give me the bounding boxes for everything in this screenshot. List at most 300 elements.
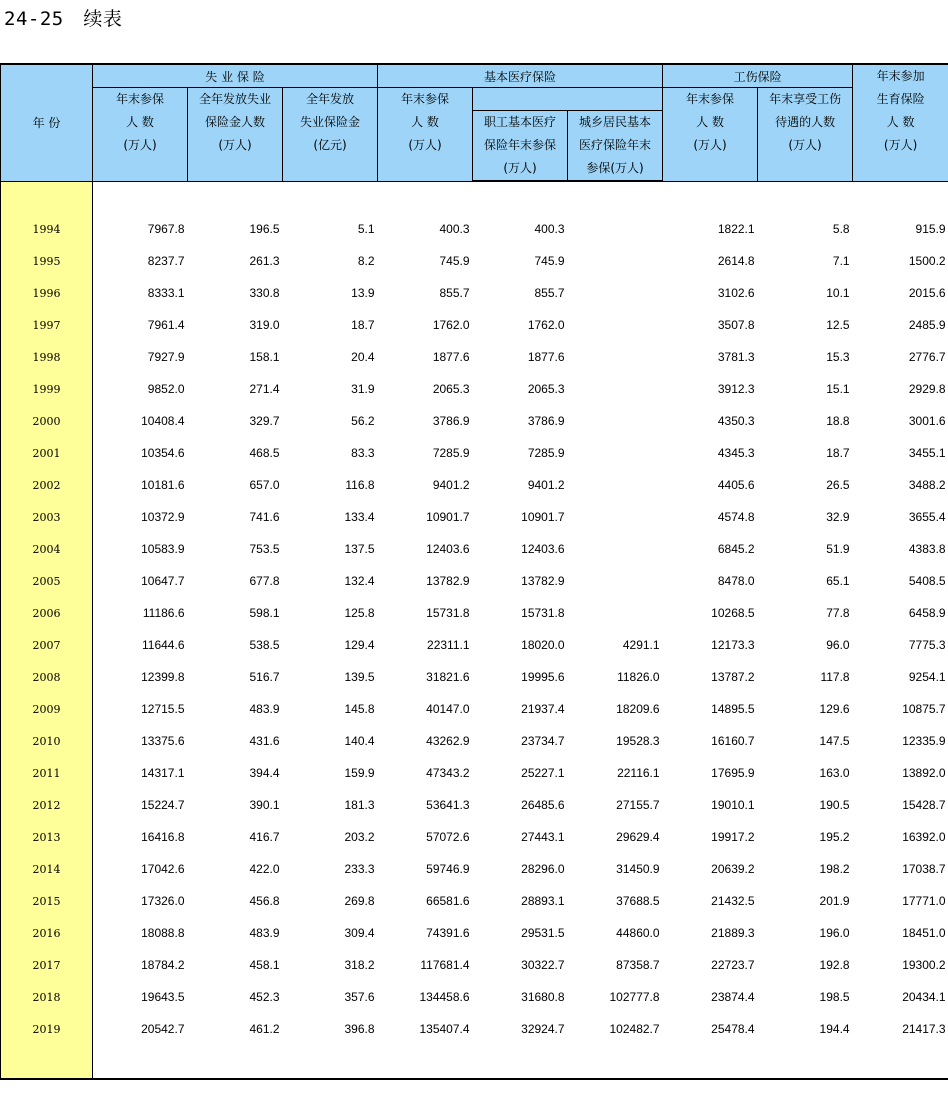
unemployment-insured-cell: 12715.5 (141, 702, 185, 716)
employee-medical-insured-cell: 10901.7 (521, 510, 565, 524)
medical-insured-cell: 1762.0 (432, 318, 470, 332)
maternity-insured-cell: 3455.1 (908, 446, 946, 460)
medical-insured-cell: 74391.6 (426, 926, 470, 940)
unemployment-insured-cell: 10583.9 (141, 542, 185, 556)
injury-beneficiaries-cell: 163.0 (819, 766, 850, 780)
employee-medical-insured-cell: 32924.7 (521, 1022, 565, 1036)
injury-insured-cell: 19917.2 (711, 830, 755, 844)
header-line: (万人) (408, 138, 442, 152)
injury-insured-cell: 1822.1 (717, 222, 755, 236)
employee-medical-insured-cell: 3786.9 (527, 414, 565, 428)
year-cell: 1999 (1, 373, 93, 405)
year-header: 年 份 (1, 64, 93, 181)
injury-insured-cell: 3781.3 (717, 350, 755, 364)
header-row-columns (1, 88, 948, 111)
maternity-insured-cell: 2929.8 (908, 382, 946, 396)
medical-insured-cell: 47343.2 (426, 766, 470, 780)
header-line: (万人) (123, 138, 157, 152)
resident-medical-insured-cell: 4291.1 (622, 638, 660, 652)
injury-insured-cell: 14895.5 (711, 702, 755, 716)
injury-beneficiaries-cell: 15.3 (826, 350, 850, 364)
resident-medical-insured-cell: 19528.3 (616, 734, 660, 748)
unemployment-beneficiaries-cell: 158.1 (249, 350, 280, 364)
resident-medical-insured-cell: 102482.7 (609, 1022, 660, 1036)
table-row (1, 597, 948, 629)
year-cell: 2008 (1, 661, 93, 693)
unemployment-benefit-amount-cell: 269.8 (344, 894, 375, 908)
unemployment-beneficiaries-cell: 431.6 (249, 734, 280, 748)
medical-insured-cell: 134458.6 (419, 990, 470, 1004)
unemployment-beneficiaries-cell: 538.5 (249, 638, 280, 652)
unemployment-beneficiaries-cell: 598.1 (249, 606, 280, 620)
employee-medical-insured-cell: 27443.1 (521, 830, 565, 844)
maternity-insured-cell: 3488.2 (908, 478, 946, 492)
injury-insured-cell: 4350.3 (717, 414, 755, 428)
resident-medical-insured-cell: 31450.9 (616, 862, 660, 876)
table-row (1, 213, 948, 245)
header-line: (亿元) (313, 138, 347, 152)
unemployment-beneficiaries-cell: 319.0 (249, 318, 280, 332)
injury-beneficiaries-cell: 5.8 (832, 222, 850, 236)
resident-medical-insured-cell: 18209.6 (616, 702, 660, 716)
employee-medical-insured-cell: 19995.6 (521, 670, 565, 684)
table-row (1, 949, 948, 981)
header-line: 保险年末参保 (484, 138, 557, 152)
unemployment-insured-cell: 10408.4 (141, 414, 185, 428)
employee-medical-insured-cell: 12403.6 (521, 542, 565, 556)
unemployment-benefit-amount-cell: 357.6 (344, 990, 375, 1004)
injury-beneficiaries-cell: 147.5 (819, 734, 850, 748)
year-cell (1, 1045, 93, 1079)
medical-insured-cell: 135407.4 (419, 1022, 470, 1036)
medical-insured-cell: 53641.3 (426, 798, 470, 812)
injury-beneficiaries-cell: 195.2 (819, 830, 850, 844)
employee-medical-insured-cell: 400.3 (534, 222, 565, 236)
injury-beneficiaries-cell: 190.5 (819, 798, 850, 812)
medical-insured-cell: 745.9 (439, 254, 470, 268)
year-cell: 2009 (1, 693, 93, 725)
year-cell: 2000 (1, 405, 93, 437)
medical-insured-cell: 2065.3 (432, 382, 470, 396)
year-cell: 2004 (1, 533, 93, 565)
unemployment-beneficiaries-cell: 483.9 (249, 702, 280, 716)
injury-insured-cell: 21889.3 (711, 926, 755, 940)
resident-medical-insured-cell (568, 565, 663, 597)
unemployment-beneficiaries-cell: 741.6 (249, 510, 280, 524)
unemployment-insured-cell: 11186.6 (142, 606, 185, 620)
injury-beneficiaries-cell: 117.8 (820, 670, 850, 684)
unemployment-beneficiaries-cell: 516.7 (249, 670, 280, 684)
employee-medical-insured-cell: 7285.9 (527, 446, 565, 460)
medical-insured-cell: 117681.4 (420, 958, 470, 972)
maternity-insured-cell: 16392.0 (902, 830, 946, 844)
medical-subgroup-spacer (473, 88, 663, 111)
unemployment-group-header: 失 业 保 险 (93, 64, 378, 88)
year-cell: 2014 (1, 853, 93, 885)
injury-insured-cell: 13787.2 (711, 670, 755, 684)
injury-insured-cell: 4345.3 (717, 446, 755, 460)
resident-medical-insured-cell (568, 533, 663, 565)
year-cell: 2007 (1, 629, 93, 661)
injury-insured-cell: 4405.6 (717, 478, 755, 492)
unemployment-benefit-amount-header (283, 88, 378, 182)
maternity-insured-cell: 20434.1 (902, 990, 946, 1004)
unemployment-benefit-amount-cell: 56.2 (351, 414, 375, 428)
employee-medical-insured-cell: 745.9 (534, 254, 565, 268)
maternity-insured-cell: 2015.6 (908, 286, 946, 300)
table-row (1, 661, 948, 693)
header-line: 人 数 (411, 115, 439, 129)
unemployment-benefit-amount-cell: 18.7 (351, 318, 375, 332)
resident-medical-insured-cell (568, 277, 663, 309)
year-cell: 1997 (1, 309, 93, 341)
unemployment-beneficiaries-cell: 330.8 (249, 286, 280, 300)
year-cell: 1998 (1, 341, 93, 373)
unemployment-beneficiaries-cell: 468.5 (249, 446, 280, 460)
table-row (1, 885, 948, 917)
injury-insured-cell: 10268.5 (711, 606, 755, 620)
employee-medical-insured-cell: 855.7 (534, 286, 565, 300)
injury-beneficiaries-cell: 51.9 (826, 542, 850, 556)
injury-beneficiaries-cell: 201.9 (819, 894, 850, 908)
year-cell: 2005 (1, 565, 93, 597)
year-cell: 2001 (1, 437, 93, 469)
header-line: (万人) (503, 161, 537, 175)
employee-medical-insured-cell: 15731.8 (521, 606, 565, 620)
header-line: 医疗保险年末 (579, 138, 652, 152)
header-line: (万人) (218, 138, 252, 152)
resident-medical-insured-cell: 44860.0 (616, 926, 660, 940)
medical-insured-cell: 43262.9 (426, 734, 470, 748)
medical-insured-header (378, 88, 473, 182)
employee-medical-insured-cell: 30322.7 (521, 958, 565, 972)
header-line: 城乡居民基本 (579, 115, 652, 129)
injury-beneficiaries-cell: 18.8 (826, 414, 850, 428)
injury-insured-cell: 12173.3 (711, 638, 755, 652)
unemployment-beneficiaries-header (188, 88, 283, 182)
table-row (1, 725, 948, 757)
year-cell: 2017 (1, 949, 93, 981)
unemployment-benefit-amount-cell: 159.9 (344, 766, 375, 780)
injury-beneficiaries-cell: 32.9 (826, 510, 850, 524)
injury-group-header: 工伤保险 (663, 64, 853, 88)
year-cell: 2016 (1, 917, 93, 949)
maternity-insured-cell: 15428.7 (902, 798, 946, 812)
medical-insured-cell: 10901.7 (426, 510, 470, 524)
injury-insured-cell: 4574.8 (717, 510, 755, 524)
resident-medical-insured-header (568, 111, 663, 182)
header-line: 全年发放失业 (198, 92, 271, 106)
employee-medical-insured-cell: 29531.5 (521, 926, 565, 940)
employee-medical-insured-cell: 31680.8 (521, 990, 565, 1004)
maternity-insured-cell: 21417.3 (902, 1022, 946, 1036)
resident-medical-insured-cell (568, 405, 663, 437)
table-body (1, 181, 948, 1079)
header-line: 年末参保 (401, 92, 450, 106)
header-line: (万人) (693, 138, 727, 152)
employee-medical-insured-cell: 18020.0 (521, 638, 565, 652)
unemployment-beneficiaries-cell: 390.1 (249, 798, 280, 812)
maternity-insured-cell: 1500.2 (908, 254, 946, 268)
injury-beneficiaries-header (758, 88, 853, 182)
header-line: 失业保险金 (300, 115, 361, 129)
unemployment-benefit-amount-cell: 116.8 (345, 478, 375, 492)
employee-medical-insured-cell: 28296.0 (521, 862, 565, 876)
resident-medical-insured-cell: 29629.4 (616, 830, 660, 844)
table-row (1, 501, 948, 533)
injury-beneficiaries-cell: 18.7 (826, 446, 850, 460)
injury-insured-cell: 3507.8 (717, 318, 755, 332)
unemployment-beneficiaries-cell: 483.9 (249, 926, 280, 940)
table-row (1, 341, 948, 373)
unemployment-beneficiaries-cell: 416.7 (249, 830, 280, 844)
injury-beneficiaries-cell: 198.2 (819, 862, 850, 876)
unemployment-beneficiaries-cell: 753.5 (249, 542, 280, 556)
table-row (1, 245, 948, 277)
year-cell: 2012 (1, 789, 93, 821)
table-row (1, 757, 948, 789)
medical-insured-cell: 1877.6 (432, 350, 470, 364)
table-row (1, 565, 948, 597)
injury-beneficiaries-cell: 96.0 (826, 638, 850, 652)
header-line: 参保(万人) (586, 161, 644, 175)
injury-beneficiaries-cell: 7.1 (832, 254, 850, 268)
unemployment-insured-header (93, 88, 188, 182)
medical-insured-cell: 57072.6 (426, 830, 470, 844)
year-cell: 2010 (1, 725, 93, 757)
resident-medical-insured-cell (568, 469, 663, 501)
injury-beneficiaries-cell: 198.5 (819, 990, 850, 1004)
maternity-header-line4: (万人) (883, 138, 918, 152)
spacer-row (1, 181, 948, 213)
injury-beneficiaries-cell: 15.1 (826, 382, 850, 396)
table-title (4, 4, 122, 31)
unemployment-insured-cell: 7927.9 (147, 350, 185, 364)
table-number: 24-25 (4, 8, 64, 30)
injury-insured-cell: 19010.1 (711, 798, 755, 812)
unemployment-beneficiaries-cell: 196.5 (249, 222, 280, 236)
unemployment-insured-cell: 20542.7 (141, 1022, 185, 1036)
medical-insured-cell: 15731.8 (426, 606, 470, 620)
unemployment-insured-cell: 7961.4 (147, 318, 185, 332)
employee-medical-insured-cell: 23734.7 (521, 734, 565, 748)
unemployment-insured-cell: 10647.7 (141, 574, 185, 588)
table-title-text: 续表 (83, 8, 123, 30)
year-cell: 1994 (1, 213, 93, 245)
maternity-insured-cell: 5408.5 (908, 574, 946, 588)
injury-insured-cell: 25478.4 (711, 1022, 755, 1036)
maternity-header-line2: 生育保险 (876, 92, 925, 106)
resident-medical-insured-cell: 22116.1 (617, 766, 660, 780)
unemployment-benefit-amount-cell: 140.4 (344, 734, 375, 748)
injury-insured-cell: 20639.2 (711, 862, 755, 876)
unemployment-insured-cell: 11644.6 (142, 638, 185, 652)
year-cell: 1996 (1, 277, 93, 309)
unemployment-benefit-amount-cell: 203.2 (344, 830, 375, 844)
year-cell: 2003 (1, 501, 93, 533)
table-row (1, 789, 948, 821)
employee-medical-insured-cell: 1877.6 (527, 350, 565, 364)
employee-medical-insured-cell: 2065.3 (527, 382, 565, 396)
injury-insured-cell: 3912.3 (717, 382, 755, 396)
resident-medical-insured-cell (568, 373, 663, 405)
maternity-header-line1: 年末参加 (876, 69, 925, 83)
unemployment-beneficiaries-cell: 394.4 (249, 766, 280, 780)
year-cell (1, 181, 93, 213)
unemployment-beneficiaries-cell: 271.4 (249, 382, 280, 396)
resident-medical-insured-cell (568, 341, 663, 373)
year-cell: 2019 (1, 1013, 93, 1045)
maternity-insured-cell: 12335.9 (902, 734, 946, 748)
year-cell: 2002 (1, 469, 93, 501)
maternity-insured-cell: 13892.0 (902, 766, 946, 780)
medical-insured-cell: 3786.9 (432, 414, 470, 428)
table-row (1, 821, 948, 853)
table-row (1, 373, 948, 405)
header-line: 人 数 (696, 115, 724, 129)
unemployment-beneficiaries-cell: 452.3 (249, 990, 280, 1004)
unemployment-insured-cell: 8333.1 (147, 286, 185, 300)
table-row (1, 469, 948, 501)
statistics-table (0, 63, 948, 1080)
table-row (1, 533, 948, 565)
resident-medical-insured-cell: 27155.7 (616, 798, 660, 812)
resident-medical-insured-cell (568, 245, 663, 277)
maternity-insured-cell: 2776.7 (908, 350, 946, 364)
unemployment-benefit-amount-cell: 132.4 (344, 574, 375, 588)
unemployment-benefit-amount-cell: 309.4 (344, 926, 375, 940)
unemployment-benefit-amount-cell: 145.8 (344, 702, 375, 716)
injury-beneficiaries-cell: 10.1 (826, 286, 850, 300)
resident-medical-insured-cell (568, 213, 663, 245)
resident-medical-insured-cell: 11826.0 (617, 670, 660, 684)
header-line: 年末参保 (115, 92, 164, 106)
resident-medical-insured-cell (568, 501, 663, 533)
injury-insured-cell: 16160.7 (711, 734, 755, 748)
employee-medical-insured-cell: 25227.1 (521, 766, 565, 780)
header-line: 待遇的人数 (775, 115, 836, 129)
resident-medical-insured-cell (568, 309, 663, 341)
injury-insured-cell: 17695.9 (711, 766, 755, 780)
year-cell: 2011 (1, 757, 93, 789)
employee-medical-insured-cell: 1762.0 (527, 318, 565, 332)
maternity-insured-cell: 19300.2 (902, 958, 946, 972)
injury-insured-header (663, 88, 758, 182)
header-line: 人 数 (126, 115, 154, 129)
maternity-insured-header (853, 64, 948, 181)
medical-insured-cell: 59746.9 (426, 862, 470, 876)
table-row (1, 309, 948, 341)
injury-beneficiaries-cell: 26.5 (826, 478, 850, 492)
unemployment-benefit-amount-cell: 5.1 (357, 222, 375, 236)
injury-insured-cell: 23874.4 (711, 990, 755, 1004)
unemployment-insured-cell: 18784.2 (141, 958, 185, 972)
injury-insured-cell: 21432.5 (711, 894, 755, 908)
medical-group-header: 基本医疗保险 (378, 64, 663, 88)
unemployment-benefit-amount-cell: 233.3 (344, 862, 375, 876)
unemployment-benefit-amount-cell: 133.4 (344, 510, 375, 524)
unemployment-benefit-amount-cell: 129.4 (344, 638, 375, 652)
injury-insured-cell: 22723.7 (711, 958, 755, 972)
maternity-insured-cell: 4383.8 (908, 542, 946, 556)
unemployment-insured-cell: 17326.0 (141, 894, 185, 908)
unemployment-benefit-amount-cell: 318.2 (344, 958, 375, 972)
header-line: 保险金人数 (204, 115, 265, 129)
medical-insured-cell: 7285.9 (432, 446, 470, 460)
unemployment-beneficiaries-cell: 329.7 (249, 414, 280, 428)
header-row-groups (1, 64, 948, 88)
unemployment-benefit-amount-cell: 31.9 (351, 382, 375, 396)
employee-medical-insured-cell: 28893.1 (521, 894, 565, 908)
unemployment-insured-cell: 13375.6 (141, 734, 185, 748)
year-cell: 1995 (1, 245, 93, 277)
injury-insured-cell: 2614.8 (717, 254, 755, 268)
resident-medical-insured-cell (568, 597, 663, 629)
table-row (1, 405, 948, 437)
medical-insured-cell: 9401.2 (432, 478, 470, 492)
maternity-insured-cell: 6458.9 (908, 606, 946, 620)
medical-insured-cell: 400.3 (439, 222, 470, 236)
unemployment-insured-cell: 10181.6 (141, 478, 185, 492)
unemployment-beneficiaries-cell: 458.1 (249, 958, 280, 972)
maternity-header-line3: 人 数 (886, 115, 915, 129)
maternity-insured-cell: 3001.6 (908, 414, 946, 428)
year-cell: 2015 (1, 885, 93, 917)
medical-insured-cell: 855.7 (439, 286, 470, 300)
year-cell: 2018 (1, 981, 93, 1013)
year-cell: 2013 (1, 821, 93, 853)
maternity-insured-cell: 18451.0 (902, 926, 946, 940)
unemployment-insured-cell: 10354.6 (141, 446, 185, 460)
bottom-spacer-row (1, 1045, 948, 1079)
maternity-insured-cell: 10875.7 (902, 702, 946, 716)
resident-medical-insured-cell: 87358.7 (616, 958, 660, 972)
unemployment-beneficiaries-cell: 261.3 (249, 254, 280, 268)
maternity-insured-cell: 2485.9 (908, 318, 946, 332)
unemployment-beneficiaries-cell: 657.0 (249, 478, 280, 492)
resident-medical-insured-cell: 102777.8 (609, 990, 660, 1004)
unemployment-insured-cell: 18088.8 (141, 926, 185, 940)
unemployment-benefit-amount-cell: 83.3 (351, 446, 375, 460)
unemployment-benefit-amount-cell: 20.4 (351, 350, 375, 364)
unemployment-insured-cell: 14317.1 (141, 766, 185, 780)
table-row (1, 981, 948, 1013)
injury-beneficiaries-cell: 129.6 (819, 702, 850, 716)
medical-insured-cell: 13782.9 (426, 574, 470, 588)
table-row (1, 1013, 948, 1045)
table-row (1, 693, 948, 725)
unemployment-beneficiaries-cell: 422.0 (249, 862, 280, 876)
unemployment-beneficiaries-cell: 677.8 (249, 574, 280, 588)
injury-beneficiaries-cell: 192.8 (819, 958, 850, 972)
injury-insured-cell: 3102.6 (717, 286, 755, 300)
unemployment-insured-cell: 16416.8 (141, 830, 185, 844)
header-line: 年末参保 (686, 92, 735, 106)
unemployment-benefit-amount-cell: 181.3 (344, 798, 375, 812)
injury-insured-cell: 6845.2 (717, 542, 755, 556)
unemployment-beneficiaries-cell: 461.2 (249, 1022, 280, 1036)
maternity-insured-cell: 7775.3 (908, 638, 946, 652)
medical-insured-cell: 40147.0 (426, 702, 470, 716)
employee-medical-insured-cell: 21937.4 (521, 702, 565, 716)
header-line: 年末享受工伤 (769, 92, 842, 106)
unemployment-insured-cell: 15224.7 (141, 798, 185, 812)
unemployment-insured-cell: 12399.8 (141, 670, 185, 684)
header-line: (万人) (788, 138, 822, 152)
medical-insured-cell: 12403.6 (426, 542, 470, 556)
employee-medical-insured-cell: 9401.2 (527, 478, 565, 492)
unemployment-benefit-amount-cell: 13.9 (351, 286, 375, 300)
